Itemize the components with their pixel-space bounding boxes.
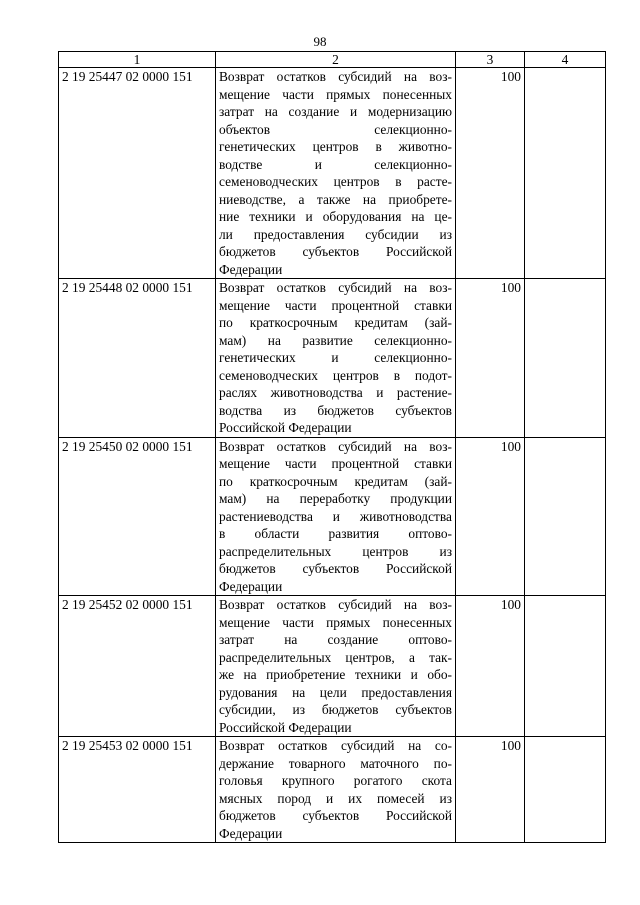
- description-line: по краткосрочным кредитам (зай-: [219, 473, 452, 489]
- description-line: Федерации: [219, 578, 283, 594]
- description-line: генетических и селекционно-: [219, 350, 452, 365]
- header-col-1: 1: [59, 52, 216, 68]
- description-line: Федерации: [219, 261, 283, 277]
- table-row: [59, 596, 606, 737]
- description-line: мещение части прямых понесенных: [219, 86, 452, 102]
- description-line: Возврат остатков субсидий на со-: [219, 738, 452, 753]
- column-4-cell: [525, 279, 606, 438]
- budget-code-cell: 2 19 25447 02 0000 151: [59, 68, 216, 279]
- table-row: [59, 279, 606, 438]
- description-line: растениеводства и животноводства: [219, 508, 452, 524]
- description-line: мещение части процентной ставки: [219, 297, 452, 313]
- description-line: объектов селекционно-: [219, 121, 452, 137]
- description-line: в области развития оптово-: [219, 526, 452, 541]
- description-line: по краткосрочным кредитам (зай-: [219, 315, 452, 330]
- budget-code-cell: 2 19 25450 02 0000 151: [59, 437, 216, 596]
- description-line: мясных пород и их помесей из: [219, 790, 452, 806]
- description-line: мещение части прямых понесенных: [219, 614, 452, 630]
- description-line: мам) на развитие селекционно-: [219, 332, 452, 348]
- table-row: [59, 737, 606, 843]
- description-line: Российской Федерации: [219, 719, 352, 735]
- table-header-row: [59, 52, 606, 68]
- page-number: 98: [313, 34, 327, 49]
- description-line: Федерации: [219, 825, 283, 841]
- description-line: распределительных центров из: [219, 543, 452, 559]
- description-line: затрат на создание оптово-: [219, 632, 452, 647]
- amount-cell: 100: [456, 437, 525, 596]
- description-line: мещение части процентной ставки: [219, 456, 452, 471]
- description-line: раслях животноводства и растение-: [219, 385, 452, 400]
- description-line: семеноводческих центров в расте-: [219, 174, 452, 189]
- amount-cell: 100: [456, 596, 525, 737]
- description-line: головья крупного рогатого скота: [219, 773, 452, 788]
- budget-codes-table: [58, 51, 606, 843]
- description-cell: [216, 68, 456, 279]
- description-line: Российской Федерации: [219, 420, 352, 435]
- description-line: Возврат остатков субсидий на воз-: [219, 69, 452, 84]
- description-cell: [216, 596, 456, 737]
- description-line: генетических центров в животно-: [219, 139, 452, 154]
- amount-cell: 100: [456, 737, 525, 843]
- column-4-cell: [525, 737, 606, 843]
- column-4-cell: [525, 596, 606, 737]
- amount-cell: 100: [456, 279, 525, 438]
- description-line: рудования на цели предоставления: [219, 684, 452, 700]
- description-line: распределительных центров, а так-: [219, 649, 452, 665]
- budget-code-cell: 2 19 25453 02 0000 151: [59, 737, 216, 843]
- table-row: [59, 437, 606, 596]
- description-line: Возврат остатков субсидий на воз-: [219, 597, 452, 612]
- description-line: бюджетов субъектов Российской: [219, 561, 452, 576]
- header-col-3: 3: [456, 52, 525, 68]
- budget-code-cell: 2 19 25452 02 0000 151: [59, 596, 216, 737]
- description-line: водстве и селекционно-: [219, 156, 452, 172]
- description-line: Возврат остатков субсидий на воз-: [219, 438, 452, 454]
- description-line: субсидии, из бюджетов субъектов: [219, 702, 452, 717]
- description-line: затрат на создание и модернизацию: [219, 104, 452, 119]
- description-line: держание товарного маточного по-: [219, 755, 452, 771]
- description-line: ли предоставления субсидии из: [219, 226, 452, 242]
- budget-code-cell: 2 19 25448 02 0000 151: [59, 279, 216, 438]
- column-4-cell: [525, 437, 606, 596]
- header-col-4: 4: [525, 52, 606, 68]
- amount-cell: 100: [456, 68, 525, 279]
- description-line: Возврат остатков субсидий на воз-: [219, 280, 452, 295]
- header-col-2: 2: [216, 52, 456, 68]
- description-cell: [216, 279, 456, 438]
- description-line: бюджетов субъектов Российской: [219, 808, 452, 823]
- description-line: мам) на переработку продукции: [219, 491, 452, 506]
- description-line: семеноводческих центров в подот-: [219, 367, 452, 383]
- description-line: ниеводстве, а также на приобрете-: [219, 191, 452, 207]
- description-line: бюджетов субъектов Российской: [219, 244, 452, 259]
- column-4-cell: [525, 68, 606, 279]
- description-line: ние техники и оборудования на це-: [219, 209, 452, 224]
- table-row: [59, 68, 606, 279]
- description-line: водства из бюджетов субъектов: [219, 402, 452, 418]
- description-line: же на приобретение техники и обо-: [219, 667, 452, 682]
- description-cell: [216, 437, 456, 596]
- description-cell: [216, 737, 456, 843]
